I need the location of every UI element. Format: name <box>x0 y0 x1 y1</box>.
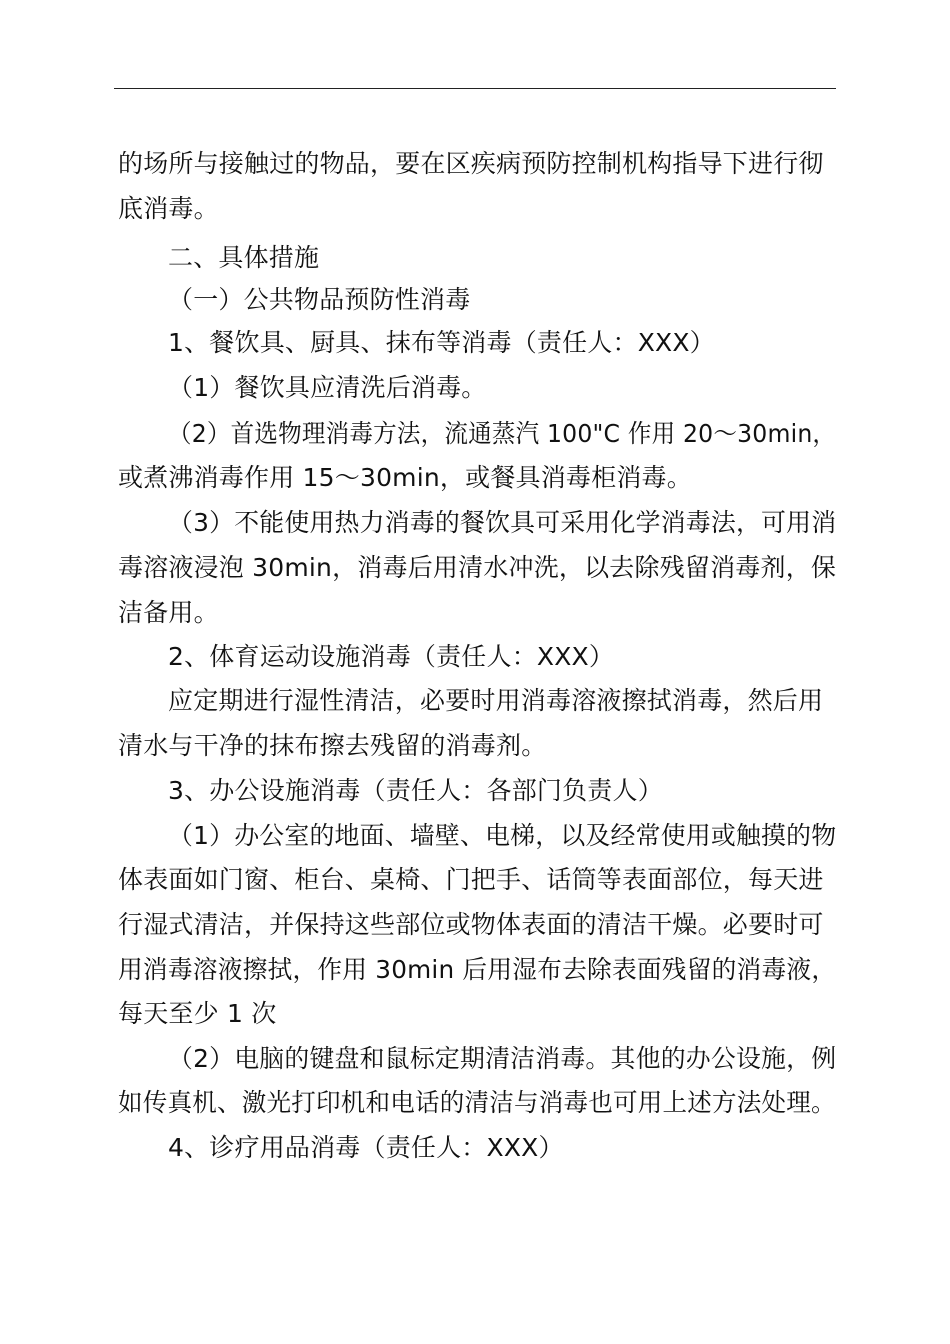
item-heading: 1、餐饮具、厨具、抹布等消毒（责任人：XXX） <box>168 328 715 357</box>
text-line: （3）不能使用热力消毒的餐饮具可采用化学消毒法，可用消 <box>168 508 837 537</box>
text-line: 体表面如门窗、柜台、桌椅、门把手、话筒等表面部位，每天进 <box>118 865 824 894</box>
text-line: 洁备用。 <box>118 598 219 627</box>
text-line: 的场所与接触过的物品，要在区疾病预防控制机构指导下进行彻 <box>118 149 824 178</box>
text-line: 用消毒溶液擦拭，作用 30min 后用湿布去除表面残留的消毒液， <box>118 955 837 984</box>
text-line: 清水与干净的抹布擦去残留的消毒剂。 <box>118 731 547 760</box>
item-heading: 4、诊疗用品消毒（责任人：XXX） <box>168 1133 564 1162</box>
text-line: （2）电脑的键盘和鼠标定期清洁消毒。其他的办公设施，例 <box>168 1044 837 1073</box>
section-heading: 二、具体措施 <box>168 243 320 272</box>
header-rule <box>114 88 836 89</box>
text-line: 毒溶液浸泡 30min，消毒后用清水冲洗，以去除残留消毒剂，保 <box>118 553 837 582</box>
item-heading: 3、办公设施消毒（责任人：各部门负责人） <box>168 776 663 805</box>
text-line: 或煮沸消毒作用 15～30min，或餐具消毒柜消毒。 <box>118 463 692 492</box>
text-line: （2）首选物理消毒方法，流通蒸汽 100"C 作用 20～30min， <box>168 419 837 448</box>
text-line: 行湿式清洁，并保持这些部位或物体表面的清洁干燥。必要时可 <box>118 910 824 939</box>
text-line: 应定期进行湿性清洁，必要时用消毒溶液擦拭消毒，然后用 <box>168 686 824 715</box>
text-line: 如传真机、激光打印机和电话的清洁与消毒也可用上述方法处理。 <box>118 1088 836 1117</box>
text-line: 每天至少 1 次 <box>118 999 277 1028</box>
subsection-heading: （一）公共物品预防性消毒 <box>168 285 471 314</box>
item-heading: 2、体育运动设施消毒（责任人：XXX） <box>168 642 615 671</box>
text-line: 底消毒。 <box>118 194 219 223</box>
text-line: （1）办公室的地面、墙壁、电梯，以及经常使用或触摸的物 <box>168 821 837 850</box>
text-line: （1）餐饮具应清洗后消毒。 <box>168 373 487 402</box>
